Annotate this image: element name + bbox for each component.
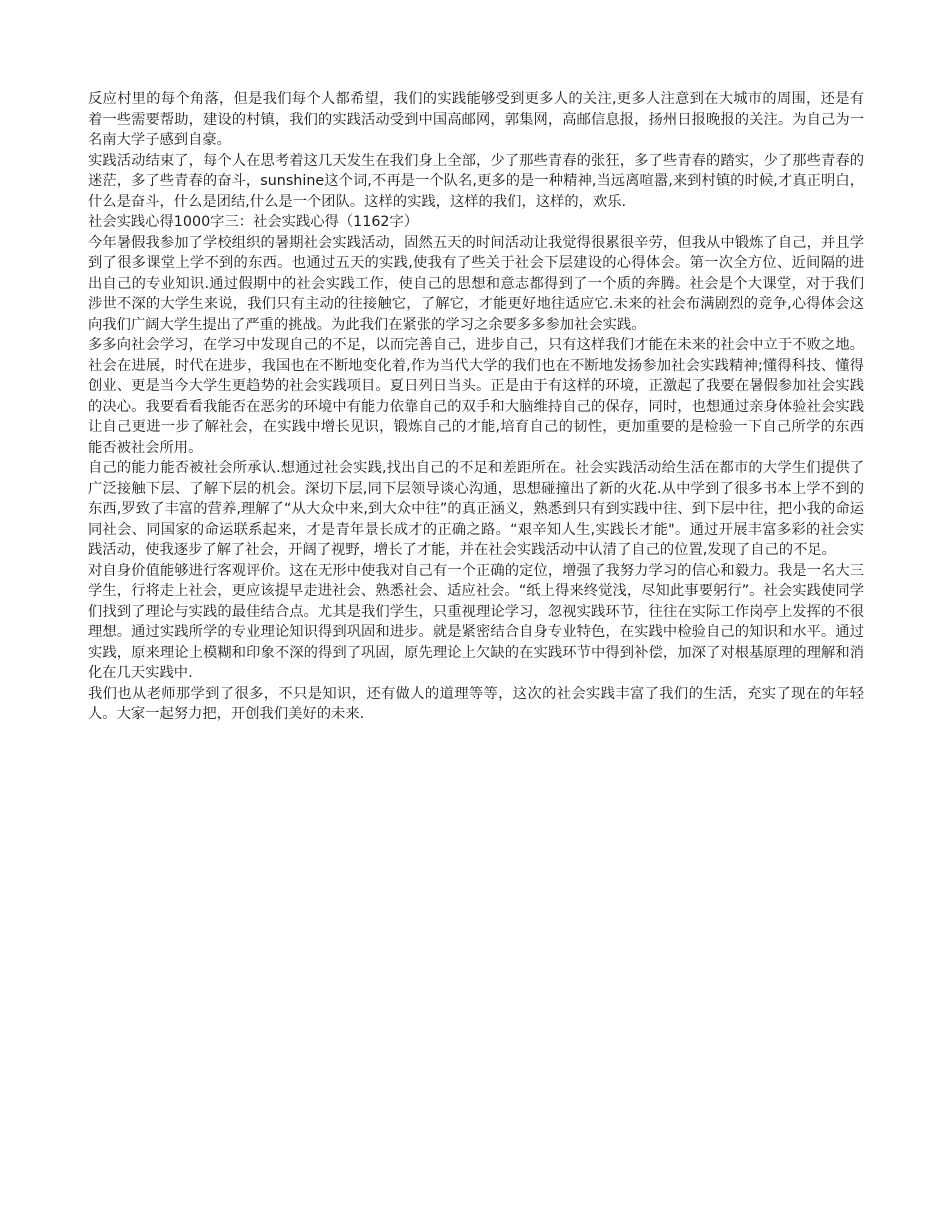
paragraph-5: 自己的能力能否被社会所承认.想通过社会实践,找出自己的不足和差距所在。社会实践活动给生活在都市的大学生们提供了广泛接触下层、了解下层的机会。深切下层,同下层领导谈心沟通，思想碰撞出了新的火花.从中学到了很多书本上学不到的东西,罗致了丰富的营养,理解了“从大众中来,到大众中往”的真正涵义，熟悉到只有到实践中往、到下层中往，把小我的命运同社会、同国家的命运联系起来，才是青年景长成才的正确之路。“艰辛知人生,实践长才能"。通过开展丰富多彩的社会实践活动，使我逐步了解了社会，开阔了视野，增长了才能，并在社会实践活动中认清了自己的位置,发现了自己的不足。: [88, 460, 864, 558]
document-body: [88, 89, 864, 725]
section-heading: 社会实践心得1000字三：社会实践心得（1162字）: [88, 214, 419, 230]
paragraph-6: 对自身价值能够进行客观评价。这在无形中使我对自己有一个正确的定位，增强了我努力学习的信心和毅力。我是一名大三学生，行将走上社会，更应该提早走进社会、熟悉社会、适应社会。“纸上得来终觉浅，尽知此事要躬行”。社会实践使同学们找到了理论与实践的最佳结合点。尤其是我们学生，只重视理论学习，忽视实践环节，往往在实际工作岗亭上发挥的不很理想。通过实践所学的专业理论知识得到巩固和进步。就是紧密结合自身专业特色，在实践中检验自己的知识和水平。通过实践，原来理论上模糊和印象不深的得到了巩固，原先理论上欠缺的在实践环节中得到补偿，加深了对根基原理的理解和消化在几天实践中.: [88, 562, 864, 681]
paragraph-7: 我们也从老师那学到了很多，不只是知识，还有做人的道理等等，这次的社会实践丰富了我们的生活，充实了现在的年轻人。大家一起努力把，开创我们美好的未来.: [88, 685, 864, 722]
paragraph-2: 实践活动结束了，每个人在思考着这几天发生在我们身上全部，少了那些青春的张狂，多了些青春的踏实，少了那些青春的迷茫，多了些青春的奋斗，sunshine这个词,不再是一个队名,更多的是一种精神,当远离喧嚣,来到村镇的时候,才真正明白，什么是奋斗，什么是团结,什么是一个团队。这样的实践，这样的我们，这样的，欢乐.: [88, 152, 864, 210]
paragraph-4: 多多向社会学习，在学习中发现自己的不足，以而完善自己，进步自己，只有这样我们才能在未来的社会中立于不败之地。社会在进展，时代在进步，我国也在不断地变化着,作为当代大学的我们也在不断地发扬参加社会实践精神;懂得科技、懂得创业、更是当今大学生更趋势的社会实践项目。夏日列日当头。正是由于有这样的环境，正激起了我要在暑假参加社会实践的决心。我要看看我能否在恶劣的环境中有能力依靠自己的双手和大脑维持自己的保存，同时，也想通过亲身体验社会实践让自己更进一步了解社会，在实践中增长见识，锻炼自己的才能,培育自己的韧性，更加重要的是检验一下自己所学的东西能否被社会所用。: [88, 337, 864, 456]
paragraph-3: 今年暑假我参加了学校组织的暑期社会实践活动，固然五天的时间活动让我觉得很累很辛劳，但我从中锻炼了自己，并且学到了很多课堂上学不到的东西。也通过五天的实践,使我有了些关于社会下层建设的心得体会。第一次全方位、近间隔的进出自己的专业知识.通过假期中的社会实践工作，使自己的思想和意志都得到了一个质的奔腾。社会是个大课堂，对于我们涉世不深的大学生来说，我们只有主动的往接触它，了解它，才能更好地往适应它.未来的社会布满剧烈的竞争,心得体会这向我们广阔大学生提出了严重的挑战。为此我们在紧张的学习之余要多多参加社会实践。: [88, 234, 864, 333]
paragraph-1: 反应村里的每个角落，但是我们每个人都希望，我们的实践能够受到更多人的关注,更多人注意到在大城市的周围，还是有着一些需要帮助，建设的村镇，我们的实践活动受到中国高邮网，郭集网，高邮信息报，扬州日报晚报的关注。为自己为一名南大学子感到自豪。: [88, 91, 864, 148]
